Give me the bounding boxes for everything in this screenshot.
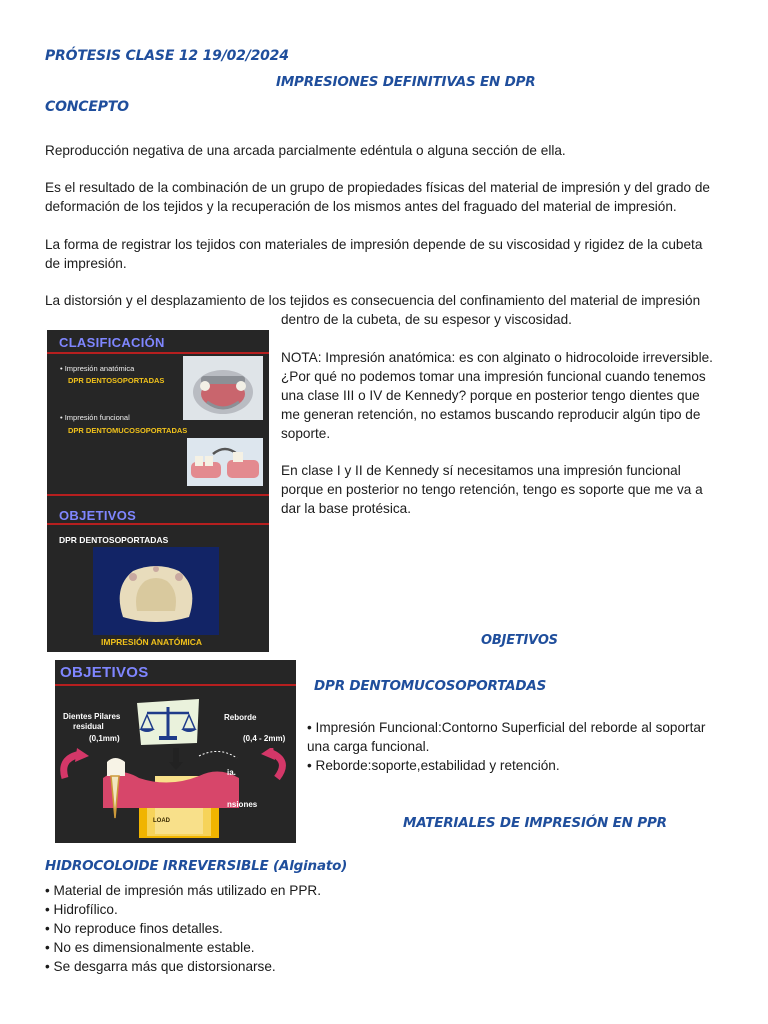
paragraph-3-line-1: La forma de registrar los tejidos con materiales de impresión depende de su viscosidad y rigidez de la cubeta: [45, 237, 703, 252]
slide-item-2-label: • Impresión funcional: [60, 413, 130, 422]
slide-item-2-value: DPR DENTOMUCOSOPORTADAS: [68, 426, 188, 435]
slide-objetivos-diagram: [55, 660, 296, 843]
note-line-4: me generan retención, no estamos buscando reproducir algún tipo de: [281, 407, 701, 422]
note-line-7: porque en posterior no tengo retención, tengo es soporte que me va a: [281, 482, 703, 497]
slide2-fragment-1: ia.: [227, 768, 236, 777]
objetivos-bullet-1-line-1: • Impresión Funcional:Contorno Superficial del reborde al soportar: [307, 720, 706, 735]
note-line-1: NOTA: Impresión anatómica: es con alginato o hidrocoloide irreversible.: [281, 350, 713, 365]
slide2-load-label: LOAD: [153, 818, 170, 824]
paragraph-3-line-2: de impresión.: [45, 256, 127, 271]
alginate-bullet-list: [45, 881, 321, 976]
slide2-title: OBJETIVOS: [60, 664, 149, 681]
prosthesis-photo: [183, 356, 263, 420]
alginate-bullet: • Hidrofílico.: [45, 902, 118, 917]
slide2-right-label-2: (0,4 - 2mm): [243, 734, 286, 743]
note-line-6: En clase I y II de Kennedy sí necesitamos una impresión funcional: [281, 463, 681, 478]
concept-heading: CONCEPTO: [45, 99, 129, 115]
slide-divider-2: [47, 494, 269, 496]
slide-item-1-label: • Impresión anatómica: [60, 364, 135, 373]
partial-denture-photo: [187, 438, 263, 486]
alginate-bullet: • No reproduce finos detalles.: [45, 921, 223, 936]
alginate-heading: HIDROCOLOIDE IRREVERSIBLE (Alginato): [45, 858, 348, 874]
paragraph-4-line-2: dentro de la cubeta, de su espesor y viscosidad.: [281, 312, 572, 327]
materials-heading: MATERIALES DE IMPRESIÓN EN PPR: [403, 815, 667, 831]
alginate-bullet: • No es dimensionalmente estable.: [45, 940, 255, 955]
paragraph-4-line-1: La distorsión y el desplazamiento de los tejidos es consecuencia del confinamiento del material de impresión: [45, 293, 701, 308]
slide2-divider: [55, 684, 296, 686]
note-line-5: soporte.: [281, 426, 331, 441]
objetivos-subheading: DPR DENTOMUCOSOPORTADAS: [314, 678, 547, 694]
paragraph-2-line-2: deformación de los tejidos y la recuperación de los mismos antes del fraguado del material de impresión.: [45, 199, 677, 214]
slide-clasificacion: [47, 330, 269, 652]
balance-scale-icon: [135, 699, 201, 745]
note-line-3: una clase III o IV de Kennedy? porque en posterior tengo dientes que: [281, 388, 700, 403]
slide-item-1-value: DPR DENTOSOPORTADAS: [68, 376, 165, 385]
slide-objetivos-title: OBJETIVOS: [59, 508, 137, 523]
slide2-fragment-2: nsiones: [227, 800, 258, 809]
note-line-8: dar la base protésica.: [281, 501, 411, 516]
slide-divider-3: [47, 523, 269, 525]
alginate-bullet: • Material de impresión más utilizado en PPR.: [45, 883, 321, 898]
slide2-left-label-1: Dientes Pilares: [63, 712, 121, 721]
paragraph-1: Reproducción negativa de una arcada parcialmente edéntula o alguna sección de ella.: [45, 143, 566, 158]
slide-clasificacion-title: CLASIFICACIÓN: [59, 335, 165, 350]
slide-caption: IMPRESIÓN ANATÓMICA: [101, 637, 203, 647]
class-title: PRÓTESIS CLASE 12 19/02/2024: [45, 48, 289, 64]
paragraph-2-line-1: Es el resultado de la combinación de un grupo de propiedades físicas del material de impresión y del grado de: [45, 180, 710, 195]
objetivos-heading: OBJETIVOS: [481, 633, 558, 648]
slide2-right-label-1: Reborde: [224, 713, 257, 722]
alginate-bullet: • Se desgarra más que distorsionarse.: [45, 959, 276, 974]
slide2-left-label-2: residual: [73, 722, 104, 731]
objetivos-bullet-1-line-2: una carga funcional.: [307, 739, 430, 754]
tooth-load-diagram: [59, 748, 293, 840]
main-title: IMPRESIONES DEFINITIVAS EN DPR: [276, 74, 536, 90]
note-line-2: ¿Por qué no podemos tomar una impresión funcional cuando tenemos: [281, 369, 706, 384]
slide2-left-label-3: (0,1mm): [89, 734, 120, 743]
slide-objetivos-sub: DPR DENTOSOPORTADAS: [59, 535, 169, 545]
slide-divider: [47, 352, 269, 354]
objetivos-bullet-2: • Reborde:soporte,estabilidad y retención.: [307, 758, 560, 773]
dental-cast-photo: [93, 547, 219, 635]
